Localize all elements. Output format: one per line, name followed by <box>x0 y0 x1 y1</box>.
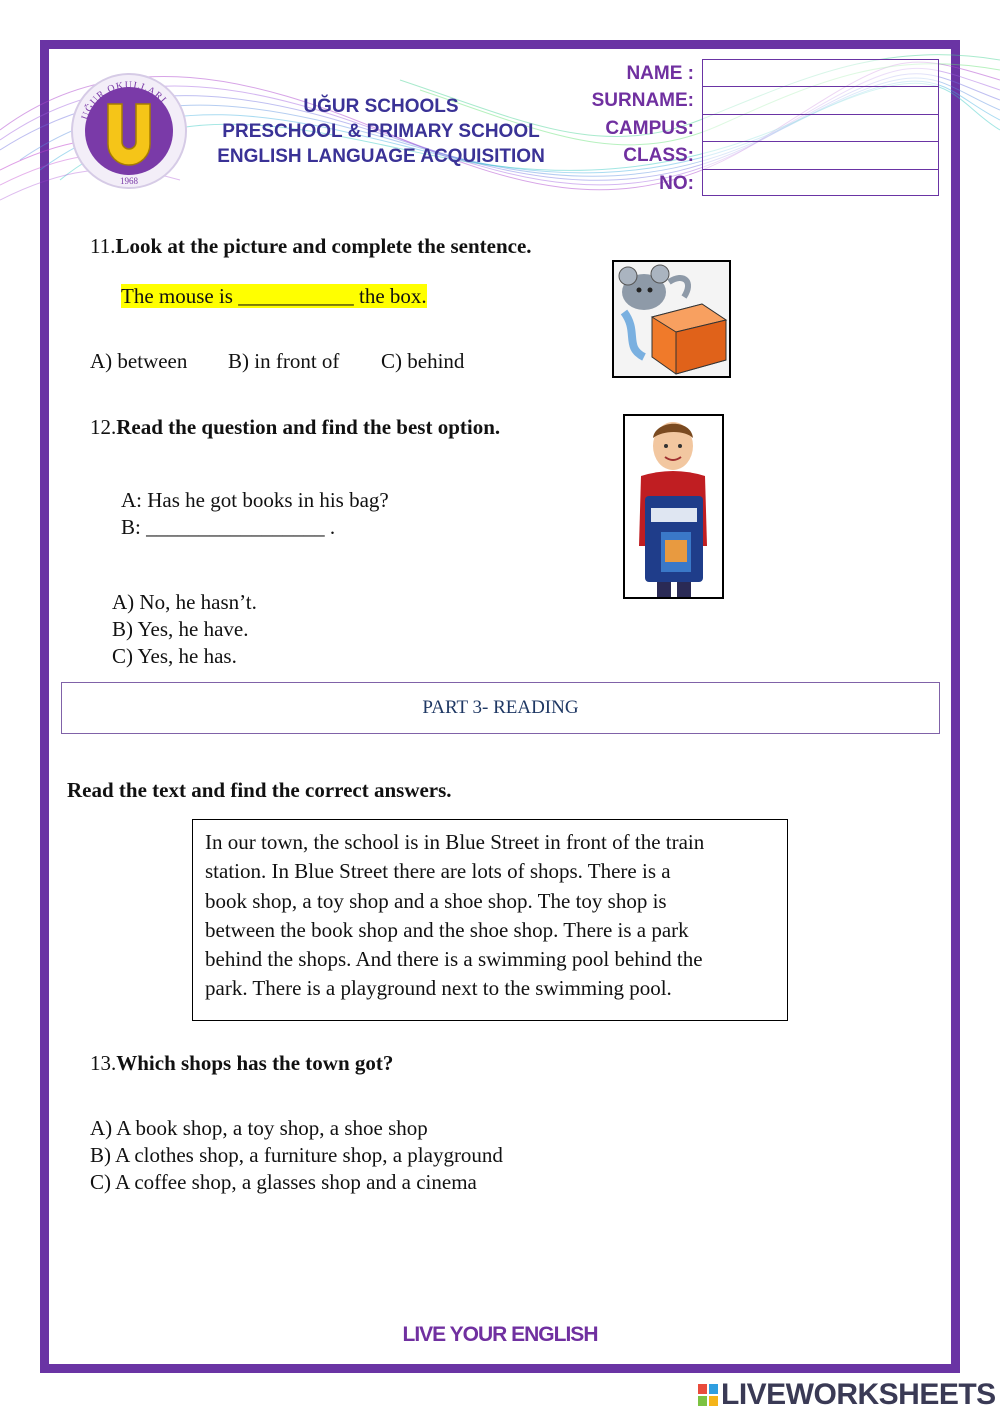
question-13-heading <box>90 1051 393 1076</box>
question-13-option-a[interactable]: A) A book shop, a toy shop, a shoe shop <box>90 1116 428 1140</box>
no-label: NO: <box>659 172 694 194</box>
reading-passage <box>192 819 788 1021</box>
logo-ring-text: UĞUR OKULLARI <box>79 79 169 122</box>
question-12-option-b[interactable]: B) Yes, he have. <box>112 617 249 641</box>
mouse-behind-box-illustration <box>614 262 729 376</box>
reading-line-5: behind the shops. And there is a swimming pool behind the <box>205 947 703 972</box>
reading-instruction <box>67 778 452 803</box>
school-line-3: ENGLISH LANGUAGE ACQUISITION <box>217 146 545 167</box>
question-13-option-b[interactable]: B) A clothes shop, a furniture shop, a playground <box>90 1143 503 1167</box>
no-field[interactable] <box>702 169 939 196</box>
question-11-option-a[interactable]: A) between <box>90 349 188 373</box>
question-12-option-a[interactable]: A) No, he hasn’t. <box>112 590 257 614</box>
question-11-sentence <box>121 284 427 309</box>
school-logo <box>70 72 188 190</box>
question-11-sentence-text: The mouse is ___________ the box. <box>121 284 427 308</box>
part-3-title: PART 3- READING <box>422 697 579 718</box>
question-13-prompt: Which shops has the town got? <box>116 1051 394 1075</box>
school-line-2: PRESCHOOL & PRIMARY SCHOOL <box>222 121 540 142</box>
question-12-prompt: Read the question and find the best option. <box>116 415 501 439</box>
question-12-dialog-b: B: _________________ . <box>121 515 336 539</box>
school-line-1: UĞUR SCHOOLS <box>303 96 459 117</box>
liveworksheets-logo-icon <box>698 1384 718 1406</box>
surname-label: SURNAME: <box>591 90 694 112</box>
question-11-heading <box>90 234 532 259</box>
boy-with-bag-picture <box>623 414 724 599</box>
question-12-number: 12. <box>90 415 117 439</box>
question-13-number: 13. <box>90 1051 117 1075</box>
reading-line-2: station. In Blue Street there are lots of shops. There is a <box>205 859 671 884</box>
name-field[interactable] <box>702 59 939 86</box>
question-13-option-c[interactable]: C) A coffee shop, a glasses shop and a cinema <box>90 1170 477 1194</box>
logo-year: 1968 <box>120 176 138 186</box>
boy-holding-bag-illustration <box>625 416 722 597</box>
reading-line-4: between the book shop and the shoe shop. There is a park <box>205 917 689 942</box>
question-11-option-c[interactable]: C) behind <box>381 349 465 373</box>
class-label: CLASS: <box>623 145 694 167</box>
name-label: NAME : <box>626 63 694 84</box>
student-info-fields <box>702 59 939 196</box>
reading-line-6: park. There is a playground next to the swimming pool. <box>205 976 672 1001</box>
question-11-prompt: Look at the picture and complete the sentence. <box>115 234 532 258</box>
liveworksheets-brand[interactable] <box>698 1378 996 1412</box>
liveworksheets-brand-name: LIVEWORKSHEETS <box>721 1378 996 1411</box>
part-3-banner <box>61 682 940 734</box>
reading-line-3: book shop, a toy shop and a shoe shop. The toy shop is <box>205 888 667 913</box>
class-field[interactable] <box>702 141 939 168</box>
reading-instruction-text: Read the text and find the correct answers. <box>67 778 452 802</box>
question-12-heading <box>90 415 500 440</box>
surname-field[interactable] <box>702 86 939 113</box>
campus-label: CAMPUS: <box>605 117 694 139</box>
question-11-option-b[interactable]: B) in front of <box>228 349 340 373</box>
question-12-option-c[interactable]: C) Yes, he has. <box>112 644 237 668</box>
mouse-box-picture <box>612 260 731 378</box>
reading-line-1: In our town, the school is in Blue Street in front of the train <box>205 830 705 854</box>
student-info-labels <box>560 60 694 197</box>
question-11-number: 11. <box>90 234 116 258</box>
footer-slogan: LIVE YOUR ENGLISH <box>402 1323 598 1346</box>
question-12-dialog-a: A: Has he got books in his bag? <box>121 488 389 512</box>
school-title <box>200 94 562 169</box>
campus-field[interactable] <box>702 114 939 141</box>
